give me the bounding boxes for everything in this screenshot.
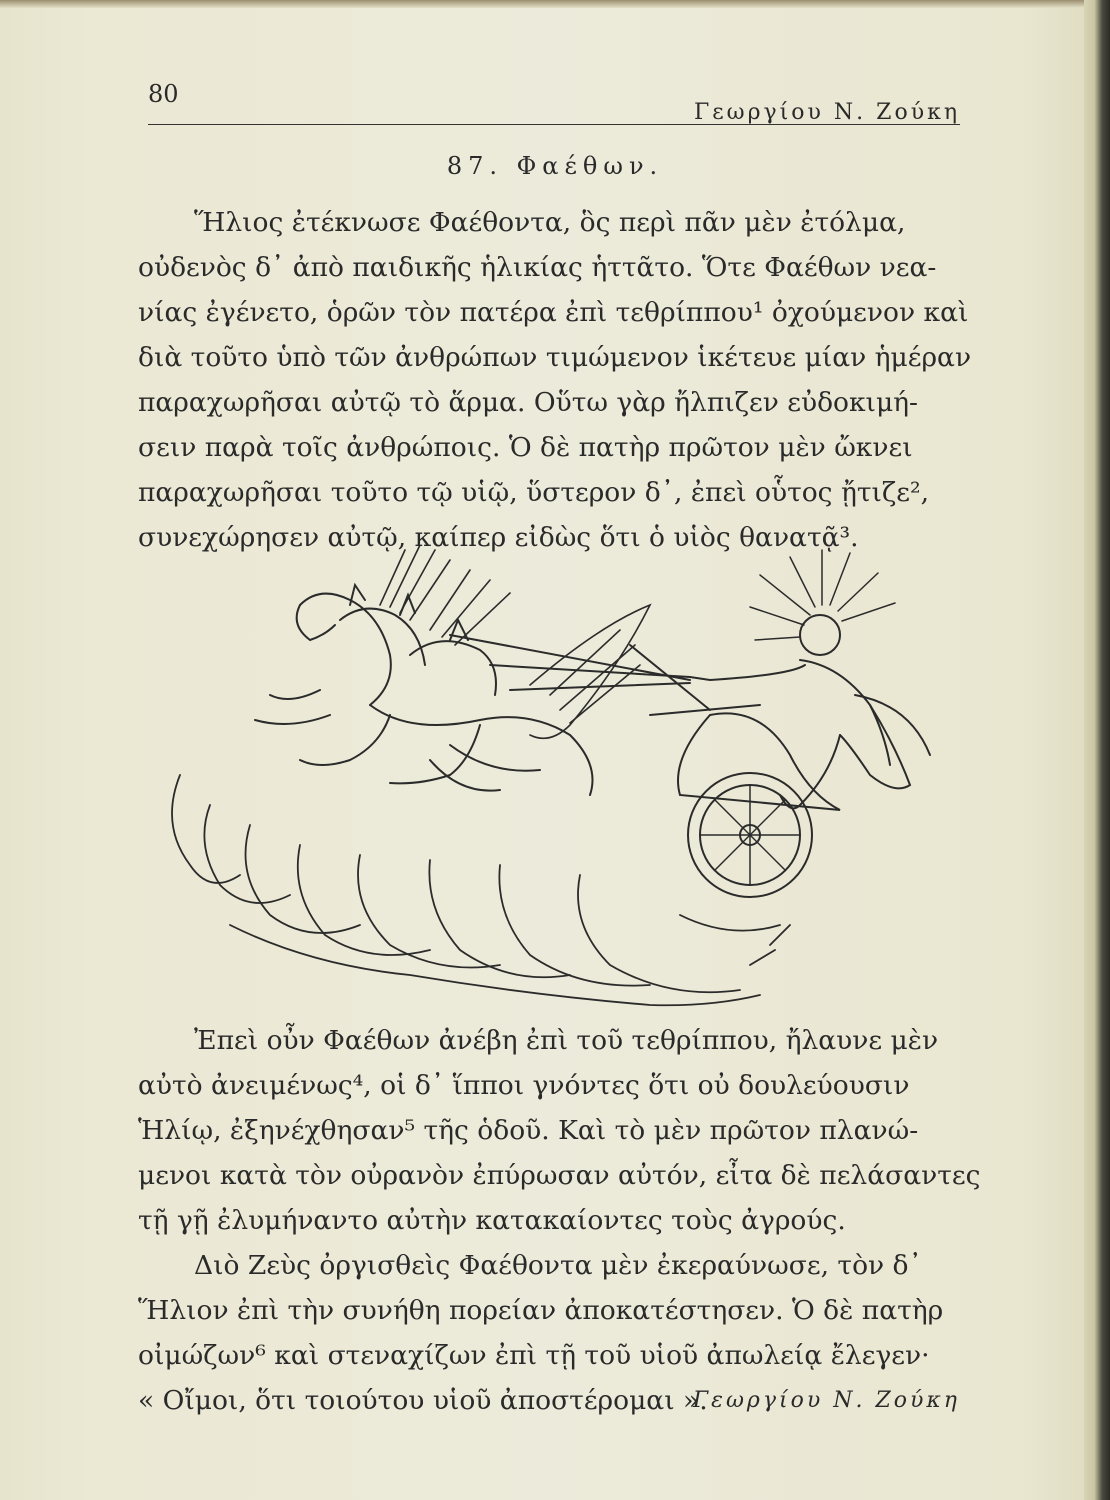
text-line: νίας ἐγένετο, ὁρῶν τὸν πατέρα ἐπὶ τεθρίππου¹ ὀχούμενον καὶ [138, 297, 969, 328]
book-binding-edge [1084, 0, 1110, 1500]
text-line: παραχωρῆσαι αὐτῷ τὸ ἅρμα. Οὕτω γὰρ ἤλπιζεν εὐδοκιμή- [138, 387, 919, 418]
text-line: διὰ τοῦτο ὑπὸ τῶν ἀνθρώπων τιμώμενον ἱκέτευε μίαν ἡμέραν [138, 342, 972, 373]
chapter-title: 87. Φαέθων. [446, 152, 664, 180]
text-line: τῇ γῇ ἐλυμήναντο αὐτὴν κατακαίοντες τοὺς ἀγρούς. [138, 1205, 846, 1236]
text-line: μενοι κατὰ τὸν οὐρανὸν ἐπύρωσαν αὐτόν, εἶτα δὲ πελάσαντες [138, 1160, 981, 1191]
paragraph-1 [138, 200, 972, 560]
text-line: Διὸ Ζεὺς ὀργισθεὶς Φαέθοντα μὲν ἐκεραύνωσε, τὸν δ᾿ [194, 1250, 922, 1281]
text-line: συνεχώρησεν αὐτῷ, καίπερ εἰδὼς ὅτι ὁ υἱὸς θανατᾷ³. [138, 522, 859, 553]
paragraph-2 [138, 1018, 981, 1423]
text-line: οὐδενὸς δ᾿ ἀπὸ παιδικῆς ἡλικίας ἡττᾶτο. Ὅτε Φαέθων νεα- [138, 252, 937, 283]
text-line: παραχωρῆσαι τοῦτο τῷ υἱῷ, ὕστερον δ᾿, ἐπεὶ οὗτος ᾔτιζε², [138, 477, 930, 508]
text-line: Ἐπεὶ οὖν Φαέθων ἀνέβη ἐπὶ τοῦ τεθρίππου, ἤλαυνε μὲν [194, 1025, 939, 1056]
text-line: αὐτὸ ἀνειμένως⁴, οἱ δ᾿ ἵπποι γνόντες ὅτι οὐ δουλεύουσιν [138, 1070, 910, 1101]
text-line: « Οἴμοι, ὅτι τοιούτου υἱοῦ ἀποστέρομαι ». [138, 1385, 708, 1416]
running-head: Γεωργίου Ν. Ζούκη [694, 100, 960, 125]
sun-god-chariot-illustration [150, 545, 950, 1015]
page-number: 80 [148, 80, 179, 108]
author-signature: Γεωργίου Ν. Ζούκη [692, 1388, 960, 1413]
text-line: Ἥλιος ἐτέκνωσε Φαέθοντα, ὃς περὶ πᾶν μὲν ἐτόλμα, [194, 207, 906, 238]
text-line: οἰμώζων⁶ καὶ στεναχίζων ἐπὶ τῇ τοῦ υἱοῦ ἀπωλείᾳ ἔλεγεν· [138, 1340, 930, 1371]
sun-rays [750, 550, 895, 640]
page-top-edge [0, 0, 1110, 8]
text-line: Ἡλίῳ, ἐξηνέχθησαν⁵ τῆς ὁδοῦ. Καὶ τὸ μὲν πρῶτον πλανώ- [138, 1115, 919, 1146]
text-line: Ἥλιον ἐπὶ τὴν συνήθη πορείαν ἀποκατέστησεν. Ὁ δὲ πατὴρ [138, 1295, 944, 1326]
page-header [148, 78, 960, 125]
text-line: σειν παρὰ τοῖς ἀνθρώποις. Ὁ δὲ πατὴρ πρῶτον μὲν ὤκνει [138, 432, 913, 463]
